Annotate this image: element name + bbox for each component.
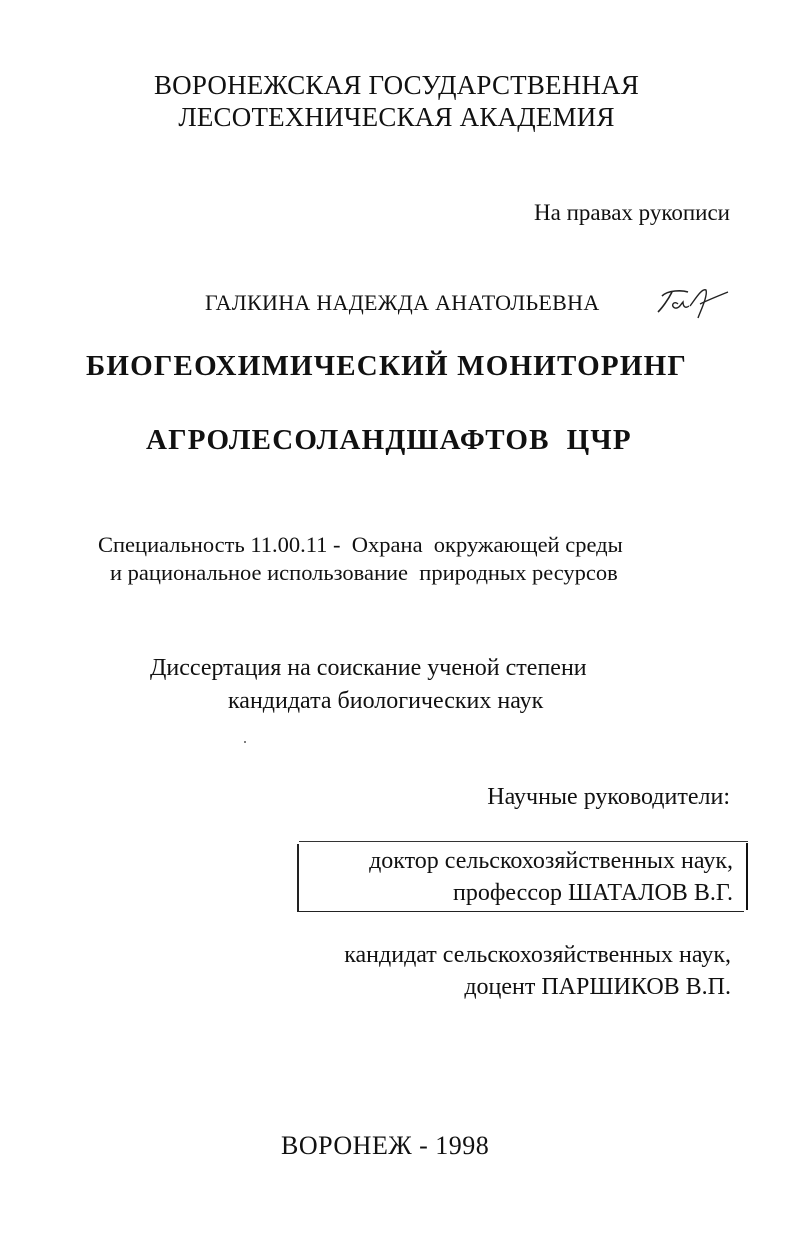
- supervisor-2-line-2: доцент ПАРШИКОВ В.П.: [464, 974, 731, 1000]
- supervisors-heading: Научные руководители:: [487, 784, 730, 810]
- dissertation-title-line-2: АГРОЛЕСОЛАНДШАФТОВ ЦЧР: [146, 424, 632, 456]
- institution-line-1: ВОРОНЕЖСКАЯ ГОСУДАРСТВЕННАЯ: [153, 70, 640, 100]
- supervisor-1-line-1: доктор сельскохозяйственных наук,: [369, 848, 733, 874]
- supervisor-1-line-2: профессор ШАТАЛОВ В.Г.: [453, 880, 733, 906]
- place-and-year: ВОРОНЕЖ - 1998: [281, 1131, 490, 1160]
- scan-speck: [244, 741, 246, 743]
- dissertation-title-line-1: БИОГЕОХИМИЧЕСКИЙ МОНИТОРИНГ: [85, 350, 687, 382]
- manuscript-note: На правах рукописи: [534, 200, 730, 225]
- specialty-line-2: и рациональное использование природных ресурсов: [110, 560, 618, 585]
- degree-line-2: кандидата биологических наук: [228, 688, 544, 714]
- degree-line-1: Диссертация на соискание ученой степени: [150, 655, 587, 681]
- institution-line-2: ЛЕСОТЕХНИЧЕСКАЯ АКАДЕМИЯ: [178, 102, 615, 132]
- specialty-line-1: Специальность 11.00.11 - Охрана окружающей среды: [98, 532, 623, 557]
- author-name: ГАЛКИНА НАДЕЖДА АНАТОЛЬЕВНА: [205, 290, 600, 315]
- author-signature: [648, 282, 734, 322]
- supervisor-2-line-1: кандидат сельскохозяйственных наук,: [344, 942, 731, 968]
